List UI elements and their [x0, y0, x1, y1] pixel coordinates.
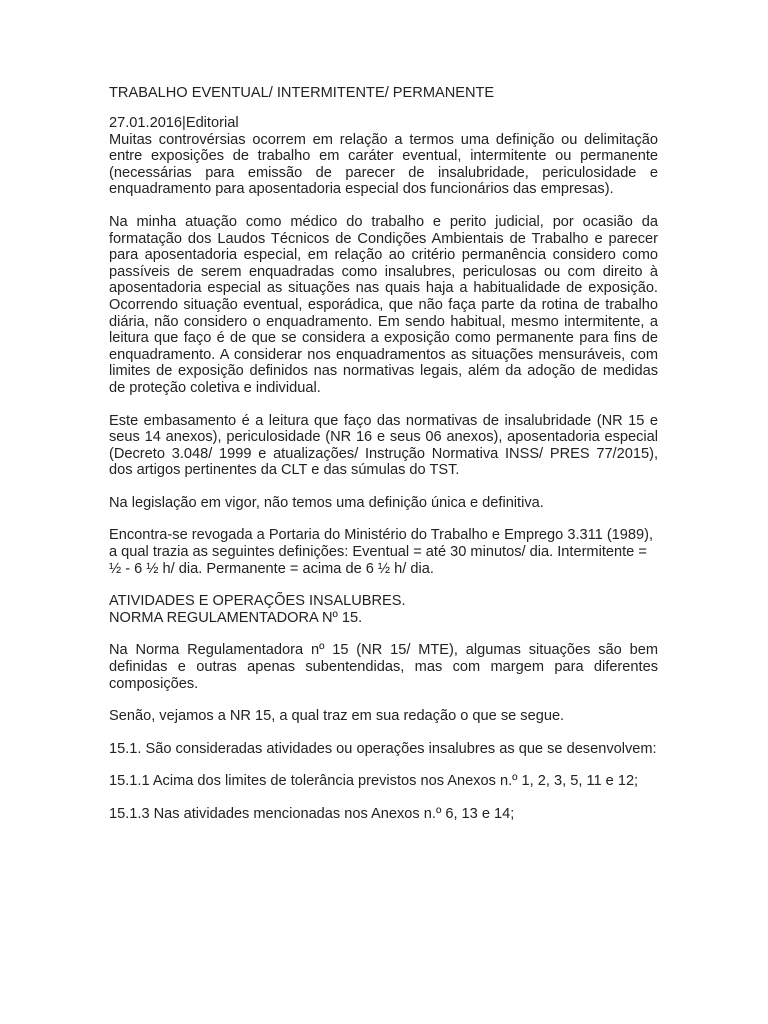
paragraph-15-1: 15.1. São consideradas atividades ou operações insalubres as que se desenvolvem: — [109, 740, 657, 757]
paragraph-15-1-1: 15.1.1 Acima dos limites de tolerância previstos nos Anexos n.º 1, 2, 3, 5, 11 e 12; — [109, 773, 639, 790]
paragraph-intro: Muitas controvérsias ocorrem em relação a termos uma definição ou delimitação entre exposições de trabalho em caráter eventual, intermitente ou permanente (necessárias para emissão de parecer de insalubridade, periculosidade e enquadramento para aposentadoria especial dos funcionários das empresas). — [109, 131, 658, 198]
section-heading-line-1: ATIVIDADES E OPERAÇÕES INSALUBRES. — [109, 593, 406, 610]
paragraph-atuacao: Na minha atuação como médico do trabalho e perito judicial, por ocasião da formatação dos Laudos Técnicos de Condições Ambientais de Trabalho e parecer para aposentadoria especial, em relação ao critério permanência considero como passíveis de serem enquadradas como insalubres, periculosas ou com direito à aposentadoria especial as situações nas quais haja a habitualidade de exposição. Ocorrendo situação eventual, esporádica, que não faça parte da rotina de trabalho diária, não considero o enquadramento. Em sendo habitual, mesmo intermitente, a leitura que faço é de que se considera a exposição como permanente para fins de enquadramento. A considerar nos enquadramentos as situações mensuráveis, com limites de exposição definidos nas normativas legais, além da adoção de medidas de proteção coletiva e individual. — [109, 213, 658, 396]
paragraph-nr15: Na Norma Regulamentadora nº 15 (NR 15/ MTE), algumas situações são bem definidas e outras apenas subentendidas, mas com margem para diferentes composições. — [109, 642, 658, 692]
section-heading — [109, 593, 658, 626]
paragraph-15-1-3: 15.1.3 Nas atividades mencionadas nos Anexos n.º 6, 13 e 14; — [109, 806, 515, 822]
paragraph-legislacao: Na legislação em vigor, não temos uma definição única e definitiva. — [109, 494, 544, 511]
paragraph-senao: Senão, vejamos a NR 15, a qual traz em sua redação o que se segue. — [109, 708, 565, 725]
section-heading-line-2: NORMA REGULAMENTADORA Nº 15. — [109, 609, 363, 626]
paragraph-embasamento: Este embasamento é a leitura que faço das normativas de insalubridade (NR 15 e seus 14 anexos), periculosidade (NR 16 e seus 06 anexos), aposentadoria especial (Decreto 3.048/ 1999 e atualizações/ Instrução Normativa INSS/ PRES 77/2015), dos artigos pertinentes da CLT e das súmulas do TST. — [109, 412, 658, 479]
paragraph-portaria: Encontra-se revogada a Portaria do Ministério do Trabalho e Emprego 3.311 (1989), a qual trazia as seguintes definições: Eventual = até 30 minutos/ dia. Intermitente = ½ - 6 ½ h/ dia. Permanente = acima de 6 ½ h/ dia. — [109, 527, 654, 577]
date-line — [109, 115, 658, 132]
date-editorial: 27.01.2016|Editorial — [109, 115, 239, 131]
document-title: TRABALHO EVENTUAL/ INTERMITENTE/ PERMANENTE — [109, 85, 495, 101]
